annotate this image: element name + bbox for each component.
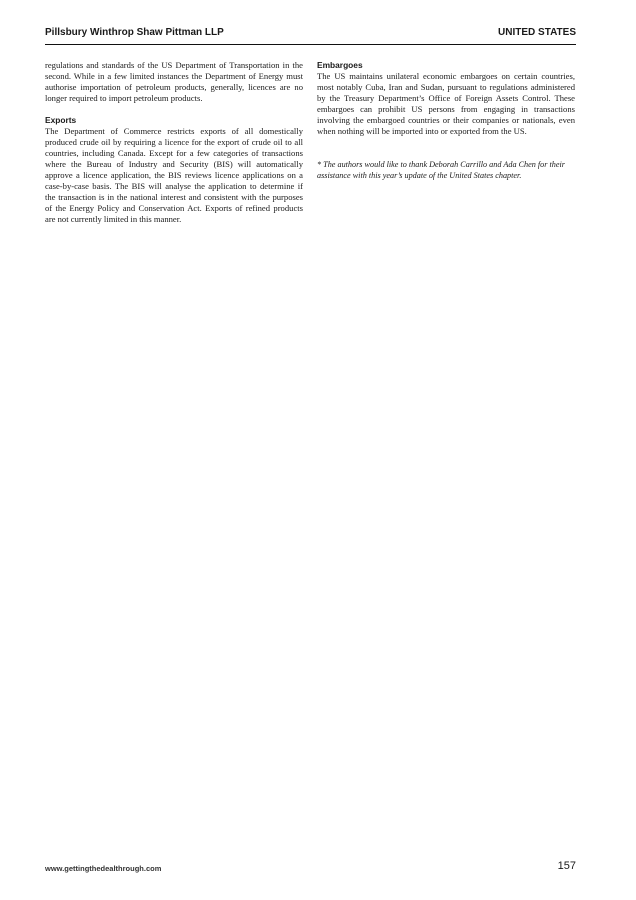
embargoes-paragraph: The US maintains unilateral economic embargoes on certain countries, most notably Cuba, Iran and Sudan, pursuant to regulations administered by the Treasury Department’s Office of Foreign Assets Control. These embargoes can prohibit US persons from engaging in transactions involving the embargoed countries or their companies or nationals, even when nothing will be imported into or exported from the US.: [317, 71, 575, 136]
embargoes-heading: Embargoes: [317, 60, 363, 70]
firm-name: Pillsbury Winthrop Shaw Pittman LLP: [45, 27, 224, 38]
running-header: [45, 24, 576, 45]
right-column: [317, 60, 575, 181]
left-column: [45, 60, 303, 225]
acknowledgement-note: * The authors would like to thank Deborah Carrillo and Ada Chen for their assistance with this year’s update of the United States chapter.: [317, 160, 565, 180]
exports-paragraph: The Department of Commerce restricts exports of all domestically produced crude oil by requiring a licence for the export of crude oil to all countries, including Canada. Except for a few categories of transactions where the Bureau of Industry and Security (BIS) will automatically approve a licence application, the BIS reviews licence applications on a case-by-case basis. The BIS will analyse the application to determine if the transaction is in the national interest and consistent with the purposes of the Energy Policy and Conservation Act. Exports of refined products are not currently limited in this manner.: [45, 126, 303, 224]
page-footer: [45, 860, 576, 876]
footer-url: www.gettingthedealthrough.com: [45, 864, 162, 873]
page-number: 157: [557, 860, 576, 872]
country-label: UNITED STATES: [498, 27, 576, 38]
intro-paragraph: regulations and standards of the US Department of Transportation in the second. While in a few limited instances the Department of Energy must authorise importation of petroleum products, generally, licences are no longer required to import petroleum products.: [45, 60, 303, 103]
exports-heading: Exports: [45, 115, 77, 125]
